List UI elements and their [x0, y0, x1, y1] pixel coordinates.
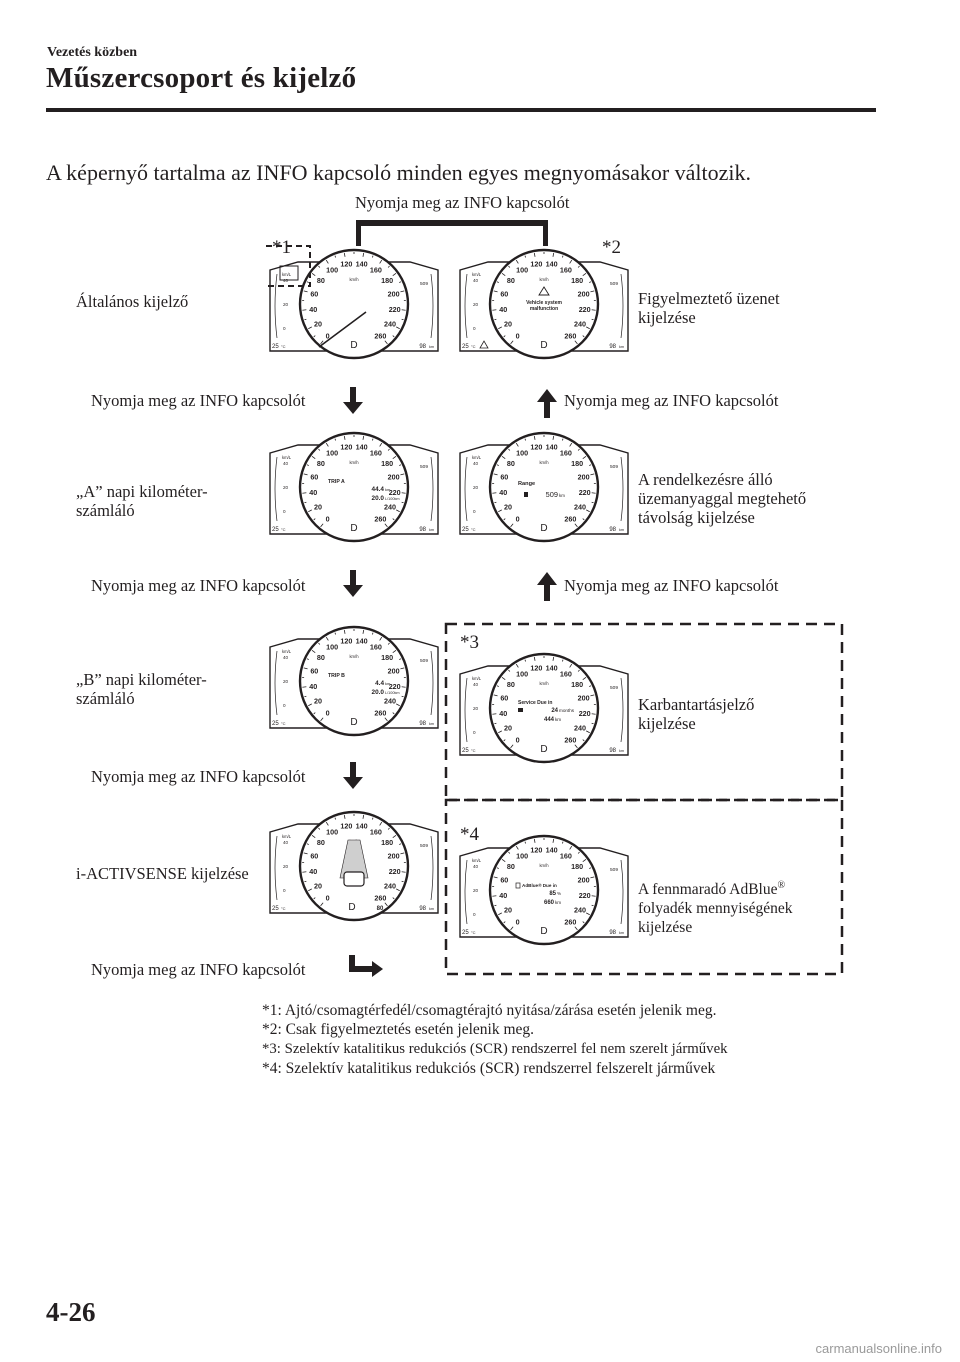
speed-tick-label: 200: [577, 693, 590, 703]
speed-tick-label: 200: [577, 289, 590, 299]
speed-tick-label: 20: [503, 319, 512, 329]
speed-tick-label: 240: [384, 319, 397, 329]
footnote-3: *3: Szelektív katalitikus redukciós (SCR) rendszerrel fel nem szerelt járművek: [262, 1041, 728, 1057]
speed-tick-label: 0: [325, 708, 330, 718]
speed-tick-label: 60: [500, 289, 509, 299]
speed-tick-label: 220: [388, 681, 401, 691]
warning-line-1: Vehicle system: [526, 300, 562, 306]
press-label-right-2: Nyomja meg az INFO kapcsolót: [564, 576, 779, 595]
temperature-unit: °C: [471, 527, 476, 532]
left-scale-label: 0: [473, 326, 476, 331]
temperature: 25: [462, 748, 469, 754]
speed-tick-label: 160: [559, 448, 572, 458]
left-unit: km/L: [282, 455, 292, 460]
label-warning: Figyelmeztető üzenet kijelzése: [638, 289, 780, 327]
service-title: Service Due in: [518, 700, 553, 706]
cluster-range: [458, 427, 630, 539]
speed-tick-label: 160: [559, 265, 572, 275]
speed-unit: km/h: [539, 277, 549, 282]
left-unit: km/L: [282, 834, 292, 839]
range-unit: km: [618, 749, 624, 753]
footnote-4: *4: Szelektív katalitikus redukciós (SCR) rendszerrel felszerelt járművek: [262, 1060, 716, 1077]
left-scale-label: 40: [283, 461, 289, 466]
speed-tick-label: 180: [571, 679, 584, 689]
left-unit: km/L: [472, 676, 482, 681]
header-rule: [46, 108, 876, 112]
speed-tick-label: 220: [578, 708, 591, 718]
speed-tick-label: 60: [500, 875, 509, 885]
range-value: 98: [419, 721, 426, 727]
speed-tick-label: 20: [313, 502, 322, 512]
speed-tick-label: 200: [387, 666, 400, 676]
speed-unit: km/h: [539, 681, 549, 686]
right-top-value: 509: [419, 282, 428, 287]
speed-tick-label: 20: [503, 502, 512, 512]
speed-tick-label: 40: [499, 708, 508, 718]
left-scale-label: 0: [283, 703, 286, 708]
speed-tick-label: 40: [309, 304, 318, 314]
left-unit: km/L: [472, 272, 482, 277]
range-value: 98: [419, 906, 426, 912]
speed-tick-label: 120: [340, 821, 353, 831]
left-scale-label: 40: [283, 655, 289, 660]
right-top-value: 509: [609, 868, 618, 873]
gear-indicator: D: [540, 744, 548, 755]
cluster-trip-a: [268, 427, 440, 539]
cluster-activsense: [268, 806, 440, 918]
trip-distance-unit: km: [385, 487, 391, 492]
speed-unit: km/h: [349, 654, 359, 659]
speed-tick-label: 60: [310, 666, 319, 676]
right-top-value: 509: [419, 844, 428, 849]
page-number: 4-26: [46, 1297, 96, 1327]
service-months: 24: [551, 708, 558, 714]
speed-tick-label: 260: [374, 893, 387, 903]
temperature-unit: °C: [281, 721, 286, 726]
top-arrow: [356, 220, 548, 246]
left-scale-label: 0: [283, 326, 286, 331]
speed-tick-label: 240: [574, 319, 587, 329]
left-scale-label: 20: [283, 485, 289, 490]
trip-distance: 44.4: [371, 486, 384, 493]
range-unit: km: [618, 931, 624, 935]
speed-tick-label: 240: [384, 502, 397, 512]
left-scale-label: 20: [473, 302, 479, 307]
speed-tick-label: 0: [325, 893, 330, 903]
trip-economy-unit: L/100km: [385, 497, 400, 501]
speed-tick-label: 80: [316, 837, 325, 847]
left-scale-label: 40: [283, 278, 289, 283]
speed-tick-label: 0: [515, 331, 520, 341]
speed-tick-label: 220: [388, 304, 401, 314]
speed-tick-label: 40: [499, 890, 508, 900]
adblue-percent: 85: [549, 891, 556, 897]
calendar-icon: [518, 708, 523, 712]
speed-tick-label: 40: [309, 487, 318, 497]
range-unit: km: [428, 722, 434, 726]
left-scale-label: 40: [473, 682, 479, 687]
speed-tick-label: 220: [578, 487, 591, 497]
up-arrow-2-icon: [537, 572, 557, 601]
set-speed: 80: [376, 906, 384, 912]
speed-tick-label: 260: [374, 708, 387, 718]
gear-indicator: D: [348, 902, 356, 913]
speed-tick-label: 180: [381, 837, 394, 847]
label-general: Általános kijelző: [76, 292, 189, 311]
speed-tick-label: 240: [574, 905, 587, 915]
temperature-unit: °C: [281, 344, 286, 349]
right-top-value: 509: [419, 465, 428, 470]
star-4: *4: [460, 824, 479, 845]
speed-tick-label: 40: [309, 681, 318, 691]
left-scale-label: 40: [283, 840, 289, 845]
press-label-left-1: Nyomja meg az INFO kapcsolót: [91, 391, 306, 410]
speed-tick-label: 60: [310, 851, 319, 861]
speed-tick-label: 100: [516, 669, 529, 679]
left-scale-label: 0: [473, 730, 476, 735]
left-scale-label: 20: [283, 302, 289, 307]
speed-tick-label: 220: [388, 866, 401, 876]
speed-tick-label: 180: [381, 652, 394, 662]
range-value: 98: [609, 527, 616, 533]
star-2: *2: [602, 237, 621, 258]
trip-economy: 20.0: [371, 689, 384, 696]
warning-line-2: malfunction: [529, 306, 559, 312]
speed-tick-label: 200: [387, 851, 400, 861]
trip-economy: 20.0: [371, 495, 384, 502]
press-label-left-3: Nyomja meg az INFO kapcsolót: [91, 767, 306, 786]
speed-tick-label: 0: [515, 735, 520, 745]
range-unit: km: [428, 907, 434, 911]
speed-tick-label: 200: [577, 472, 590, 482]
speed-tick-label: 120: [530, 259, 543, 269]
range-value: 98: [609, 930, 616, 936]
footnote-1: *1: Ajtó/csomagtérfedél/csomagtérajtó nyitása/zárása esetén jelenik meg.: [262, 1002, 717, 1019]
speed-tick-label: 20: [503, 723, 512, 733]
gear-indicator: D: [540, 926, 548, 937]
right-top-value: 509: [609, 465, 618, 470]
speed-tick-label: 120: [530, 663, 543, 673]
section-header: Vezetés közben: [47, 45, 138, 60]
speed-tick-label: 80: [316, 458, 325, 468]
speed-tick-label: 180: [381, 458, 394, 468]
right-top-value: 509: [609, 282, 618, 287]
left-scale-label: 0: [473, 509, 476, 514]
range-unit: km: [428, 528, 434, 532]
speed-tick-label: 20: [313, 696, 322, 706]
speed-tick-label: 100: [516, 851, 529, 861]
speed-tick-label: 60: [310, 472, 319, 482]
speed-tick-label: 120: [340, 442, 353, 452]
speed-unit: km/h: [349, 277, 359, 282]
gear-indicator: D: [540, 523, 548, 534]
speed-tick-label: 140: [545, 259, 558, 269]
service-months-unit: months: [559, 708, 575, 713]
speed-tick-label: 160: [369, 448, 382, 458]
speed-tick-label: 260: [564, 331, 577, 341]
speed-tick-label: 120: [340, 259, 353, 269]
speed-tick-label: 220: [388, 487, 401, 497]
speed-tick-label: 100: [516, 265, 529, 275]
left-unit: km/L: [472, 858, 482, 863]
cluster-trip-b: [268, 621, 440, 733]
speed-tick-label: 140: [355, 442, 368, 452]
range-display-value: 509: [545, 490, 558, 499]
cluster-general: [268, 244, 440, 356]
left-unit: km/L: [282, 272, 292, 277]
speed-tick-label: 220: [578, 890, 591, 900]
range-value: 98: [609, 344, 616, 350]
press-label-left-4: Nyomja meg az INFO kapcsolót: [91, 960, 306, 979]
left-scale-label: 40: [473, 864, 479, 869]
speed-tick-label: 60: [310, 289, 319, 299]
speed-unit: km/h: [539, 460, 549, 465]
left-unit: km/L: [282, 649, 292, 654]
temperature: 25: [462, 527, 469, 533]
intro-text: A képernyő tartalma az INFO kapcsoló minden egyes megnyomásakor változik.: [46, 160, 752, 185]
left-scale-label: 0: [283, 509, 286, 514]
speed-tick-label: 120: [530, 442, 543, 452]
up-arrow-1-icon: [537, 389, 557, 418]
temperature-unit: °C: [471, 748, 476, 753]
speed-tick-label: 260: [564, 917, 577, 927]
press-label-left-2: Nyomja meg az INFO kapcsolót: [91, 576, 306, 595]
speed-tick-label: 120: [530, 845, 543, 855]
left-scale-label: 20: [473, 888, 479, 893]
range-title: Range: [518, 481, 536, 487]
temperature: 25: [272, 527, 279, 533]
down-arrow-2-icon: [343, 570, 363, 597]
temperature: 25: [272, 721, 279, 727]
speed-tick-label: 80: [506, 275, 515, 285]
range-unit: km: [428, 345, 434, 349]
speed-tick-label: 140: [545, 663, 558, 673]
speed-tick-label: 0: [515, 514, 520, 524]
speed-tick-label: 140: [355, 636, 368, 646]
page-title: Műszercsoport és kijelző: [46, 62, 357, 94]
speed-tick-label: 100: [326, 265, 339, 275]
speed-tick-label: 240: [574, 502, 587, 512]
speed-tick-label: 200: [387, 472, 400, 482]
speed-tick-label: 240: [384, 881, 397, 891]
speed-unit: km/h: [349, 460, 359, 465]
speed-tick-label: 180: [571, 458, 584, 468]
trip-title: TRIP B: [328, 673, 345, 679]
speed-tick-label: 120: [340, 636, 353, 646]
adblue-percent-unit: %: [557, 891, 562, 896]
speed-tick-label: 140: [355, 821, 368, 831]
speed-tick-label: 60: [500, 472, 509, 482]
speed-tick-label: 140: [545, 442, 558, 452]
speed-tick-label: 100: [326, 642, 339, 652]
temperature-unit: °C: [471, 344, 476, 349]
speed-tick-label: 260: [374, 331, 387, 341]
speed-tick-label: 80: [316, 275, 325, 285]
speed-tick-label: 140: [355, 259, 368, 269]
right-top-value: 509: [419, 659, 428, 664]
left-scale-label: 40: [473, 461, 479, 466]
speed-tick-label: 20: [313, 881, 322, 891]
temperature: 25: [272, 344, 279, 350]
star-3: *3: [460, 632, 479, 653]
cluster-maintenance: [458, 648, 630, 760]
speed-tick-label: 100: [326, 827, 339, 837]
label-range: A rendelkezésre álló üzemanyaggal megtehető távolság kijelzése: [638, 470, 807, 527]
speed-tick-label: 200: [577, 875, 590, 885]
temperature-unit: °C: [471, 930, 476, 935]
speed-tick-label: 80: [506, 458, 515, 468]
range-value: 98: [419, 527, 426, 533]
gear-indicator: D: [350, 523, 358, 534]
adblue-km: 660: [543, 900, 554, 906]
left-scale-label: 0: [283, 888, 286, 893]
left-unit: km/L: [472, 455, 482, 460]
range-unit: km: [618, 345, 624, 349]
cluster-warning: [458, 244, 630, 356]
speed-tick-label: 0: [325, 514, 330, 524]
speed-tick-label: 160: [369, 642, 382, 652]
speed-tick-label: 180: [571, 861, 584, 871]
left-scale-label: 0: [473, 912, 476, 917]
trip-economy-unit: L/100km: [385, 691, 400, 695]
speed-tick-label: 20: [313, 319, 322, 329]
speed-tick-label: 100: [516, 448, 529, 458]
car-icon: [344, 872, 364, 886]
speed-tick-label: 180: [381, 275, 394, 285]
service-km: 444: [543, 717, 554, 723]
speed-tick-label: 0: [325, 331, 330, 341]
speed-tick-label: 80: [316, 652, 325, 662]
cluster-adblue: [458, 830, 630, 942]
range-unit: km: [618, 528, 624, 532]
speed-tick-label: 20: [503, 905, 512, 915]
press-label-top: Nyomja meg az INFO kapcsolót: [355, 193, 570, 212]
label-maintenance: Karbantartásjelző kijelzése: [638, 695, 755, 733]
speed-tick-label: 140: [545, 845, 558, 855]
speed-tick-label: 260: [374, 514, 387, 524]
speed-tick-label: 160: [559, 851, 572, 861]
press-label-right-1: Nyomja meg az INFO kapcsolót: [564, 391, 779, 410]
label-trip-a: „A” napi kilométer- számláló: [76, 482, 208, 520]
temperature-unit: °C: [281, 527, 286, 532]
range-value: 98: [419, 344, 426, 350]
bent-arrow-icon: [349, 955, 383, 977]
gear-indicator: D: [540, 340, 548, 351]
range-value: 98: [609, 748, 616, 754]
footnote-2: *2: Csak figyelmeztetés esetén jelenik meg.: [262, 1021, 535, 1038]
left-scale-label: 20: [283, 864, 289, 869]
speed-tick-label: 80: [506, 861, 515, 871]
speed-tick-label: 160: [369, 265, 382, 275]
down-arrow-3-icon: [343, 762, 363, 789]
left-scale-label: 20: [283, 679, 289, 684]
star-1: *1: [272, 237, 291, 258]
label-activsense: i-ACTIVSENSE kijelzése: [76, 864, 249, 883]
trip-distance-unit: km: [385, 681, 391, 686]
speed-tick-label: 40: [309, 866, 318, 876]
speed-tick-label: 240: [574, 723, 587, 733]
trip-title: TRIP A: [328, 479, 345, 485]
temperature: 25: [462, 344, 469, 350]
label-adblue: A fennmaradó AdBlue® folyadék mennyiségének kijelzése: [638, 880, 793, 937]
left-scale-label: 20: [473, 485, 479, 490]
speed-tick-label: 240: [384, 696, 397, 706]
speed-tick-label: 40: [499, 304, 508, 314]
speed-tick-label: 180: [571, 275, 584, 285]
down-arrow-1-icon: [343, 387, 363, 414]
right-top-value: 509: [609, 686, 618, 691]
speed-tick-label: 40: [499, 487, 508, 497]
gear-indicator: D: [350, 340, 358, 351]
adblue-km-unit: km: [555, 900, 562, 905]
speed-tick-label: 80: [506, 679, 515, 689]
speed-tick-label: 220: [578, 304, 591, 314]
temperature-unit: °C: [281, 906, 286, 911]
temperature: 25: [272, 906, 279, 912]
left-scale-label: 20: [473, 706, 479, 711]
temperature: 25: [462, 930, 469, 936]
speed-tick-label: 160: [559, 669, 572, 679]
speed-tick-label: 260: [564, 735, 577, 745]
speed-unit: km/h: [539, 863, 549, 868]
label-trip-b: „B” napi kilométer- számláló: [76, 670, 207, 708]
speed-tick-label: 60: [500, 693, 509, 703]
range-display-unit: km: [559, 493, 565, 498]
fuel-pump-icon: [524, 492, 528, 497]
left-scale-label: 40: [473, 278, 479, 283]
speed-tick-label: 160: [369, 827, 382, 837]
speed-tick-label: 200: [387, 289, 400, 299]
gear-indicator: D: [350, 717, 358, 728]
adblue-title: AdBlue® Due in: [522, 883, 557, 888]
trip-distance: 4.4: [375, 680, 384, 687]
speed-tick-label: 0: [515, 917, 520, 927]
watermark: carmanualsonline.info: [815, 1341, 942, 1356]
speed-tick-label: 100: [326, 448, 339, 458]
speed-tick-label: 260: [564, 514, 577, 524]
service-km-unit: km: [555, 717, 562, 722]
